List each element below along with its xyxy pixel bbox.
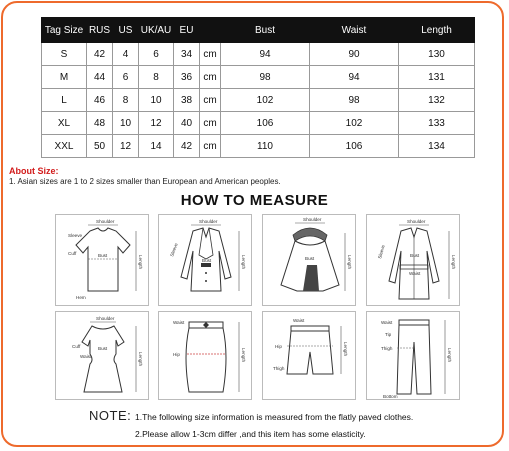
cell-us: 12 <box>113 135 139 158</box>
table-row <box>42 89 475 112</box>
cape-diagram <box>262 214 356 306</box>
cell-waist: 106 <box>310 135 399 158</box>
cell-unit: cm <box>200 112 221 135</box>
cell-eu: 38 <box>174 89 200 112</box>
header-tag-size: Tag Size <box>42 18 87 43</box>
cape-illustration <box>263 215 357 307</box>
cell-size: M <box>42 66 87 89</box>
waist-label: Waist <box>80 354 92 359</box>
cell-rus: 44 <box>87 66 113 89</box>
note-line-2: 2.Please allow 1-3cm differ ,and this item has some elasticity. <box>135 429 366 439</box>
waist-label: Waist <box>173 320 185 325</box>
cell-uk-au: 6 <box>139 43 174 66</box>
length-label: Length <box>447 348 452 363</box>
header-length: Length <box>399 18 475 43</box>
cell-size: L <box>42 89 87 112</box>
waist-label: Waist <box>381 320 393 325</box>
how-to-measure-title: HOW TO MEASURE <box>180 192 329 209</box>
bust-label: Bust <box>202 258 212 263</box>
cell-length: 133 <box>399 112 475 135</box>
cuff-label: Cuff <box>72 344 81 349</box>
cell-eu: 34 <box>174 43 200 66</box>
cell-bust: 106 <box>221 112 310 135</box>
about-size-note: 1. Asian sizes are 1 to 2 sizes smaller than European and American peoples. <box>9 177 281 186</box>
header-waist: Waist <box>310 18 399 43</box>
cell-waist: 90 <box>310 43 399 66</box>
bottom-label: Bottom <box>383 394 398 399</box>
cell-uk-au: 14 <box>139 135 174 158</box>
table-row <box>42 43 475 66</box>
cell-us: 4 <box>113 43 139 66</box>
header-us: US <box>113 18 139 43</box>
header-bust: Bust <box>221 18 310 43</box>
shoulder-label: Shoulder <box>199 219 218 224</box>
note-heading: NOTE: <box>89 408 132 423</box>
length-label: Length <box>138 352 143 367</box>
note-line-1: 1.The following size information is measured from the flatly paved clothes. <box>135 412 414 422</box>
coat-diagram <box>366 214 460 306</box>
sleeve-label: Sleeve <box>68 233 83 238</box>
cell-uk-au: 12 <box>139 112 174 135</box>
table-row <box>42 66 475 89</box>
shoulder-label: Shoulder <box>96 219 115 224</box>
length-label: Length <box>241 255 246 270</box>
waist-label: Waist <box>409 271 421 276</box>
pants-illustration <box>367 312 461 401</box>
tshirt-diagram <box>55 214 149 306</box>
cell-us: 10 <box>113 112 139 135</box>
bust-label: Bust <box>98 346 108 351</box>
hip-label: Hip <box>173 352 180 357</box>
length-label: Length <box>138 255 143 270</box>
cell-size: XXL <box>42 135 87 158</box>
thigh-label: Thigh <box>273 366 285 371</box>
cuff-label: Cuff <box>68 251 77 256</box>
tip-label: Tip <box>385 332 392 337</box>
skirt-diagram <box>158 311 252 400</box>
cell-length: 134 <box>399 135 475 158</box>
length-label: Length <box>241 348 246 363</box>
cell-bust: 98 <box>221 66 310 89</box>
about-size-title: About Size: <box>9 166 59 176</box>
cell-rus: 46 <box>87 89 113 112</box>
cell-unit: cm <box>200 135 221 158</box>
cell-size: S <box>42 43 87 66</box>
jacket-diagram <box>158 214 252 306</box>
cell-us: 6 <box>113 66 139 89</box>
cell-unit: cm <box>200 89 221 112</box>
length-label: Length <box>451 255 456 270</box>
dress-diagram <box>55 311 149 400</box>
cell-rus: 48 <box>87 112 113 135</box>
shoulder-label: Shoulder <box>303 217 322 222</box>
sleeve-label: Sleeve <box>169 242 179 258</box>
cell-length: 131 <box>399 66 475 89</box>
shoulder-label: Shoulder <box>407 219 426 224</box>
dress-illustration <box>56 312 150 401</box>
cell-eu: 36 <box>174 66 200 89</box>
cell-uk-au: 8 <box>139 66 174 89</box>
table-row <box>42 112 475 135</box>
cell-waist: 102 <box>310 112 399 135</box>
cell-eu: 42 <box>174 135 200 158</box>
shorts-diagram <box>262 311 356 400</box>
cell-unit: cm <box>200 43 221 66</box>
waist-label: Waist <box>293 318 305 323</box>
table-row <box>42 135 475 158</box>
size-chart-table <box>41 17 475 158</box>
table-header-row <box>42 18 475 43</box>
jacket-illustration <box>159 215 253 307</box>
header-eu: EU <box>174 18 200 43</box>
cell-bust: 110 <box>221 135 310 158</box>
shoulder-label: Shoulder <box>96 316 115 321</box>
bust-label: Bust <box>98 253 108 258</box>
cell-bust: 102 <box>221 89 310 112</box>
sleeve-label: Sleeve <box>377 244 386 260</box>
length-label: Length <box>347 255 352 270</box>
pants-diagram <box>366 311 460 400</box>
cell-rus: 42 <box>87 43 113 66</box>
cell-eu: 40 <box>174 112 200 135</box>
hip-label: Hip <box>275 344 282 349</box>
cell-rus: 50 <box>87 135 113 158</box>
length-label: Length <box>343 342 348 357</box>
header-uk-au: UK/AU <box>139 18 174 43</box>
tshirt-illustration <box>56 215 150 307</box>
cell-length: 132 <box>399 89 475 112</box>
cell-length: 130 <box>399 43 475 66</box>
bust-label: Bust <box>305 256 315 261</box>
cell-unit: cm <box>200 66 221 89</box>
cell-waist: 94 <box>310 66 399 89</box>
cell-size: XL <box>42 112 87 135</box>
coat-illustration <box>367 215 461 307</box>
header-unit <box>200 18 221 43</box>
skirt-illustration <box>159 312 253 401</box>
hem-label: Hem <box>76 295 86 300</box>
cell-bust: 94 <box>221 43 310 66</box>
header-rus: RUS <box>87 18 113 43</box>
cell-waist: 98 <box>310 89 399 112</box>
cell-us: 8 <box>113 89 139 112</box>
cell-uk-au: 10 <box>139 89 174 112</box>
thigh-label: Thigh <box>381 346 393 351</box>
shorts-illustration <box>263 312 357 401</box>
bust-label: Bust <box>410 253 420 258</box>
